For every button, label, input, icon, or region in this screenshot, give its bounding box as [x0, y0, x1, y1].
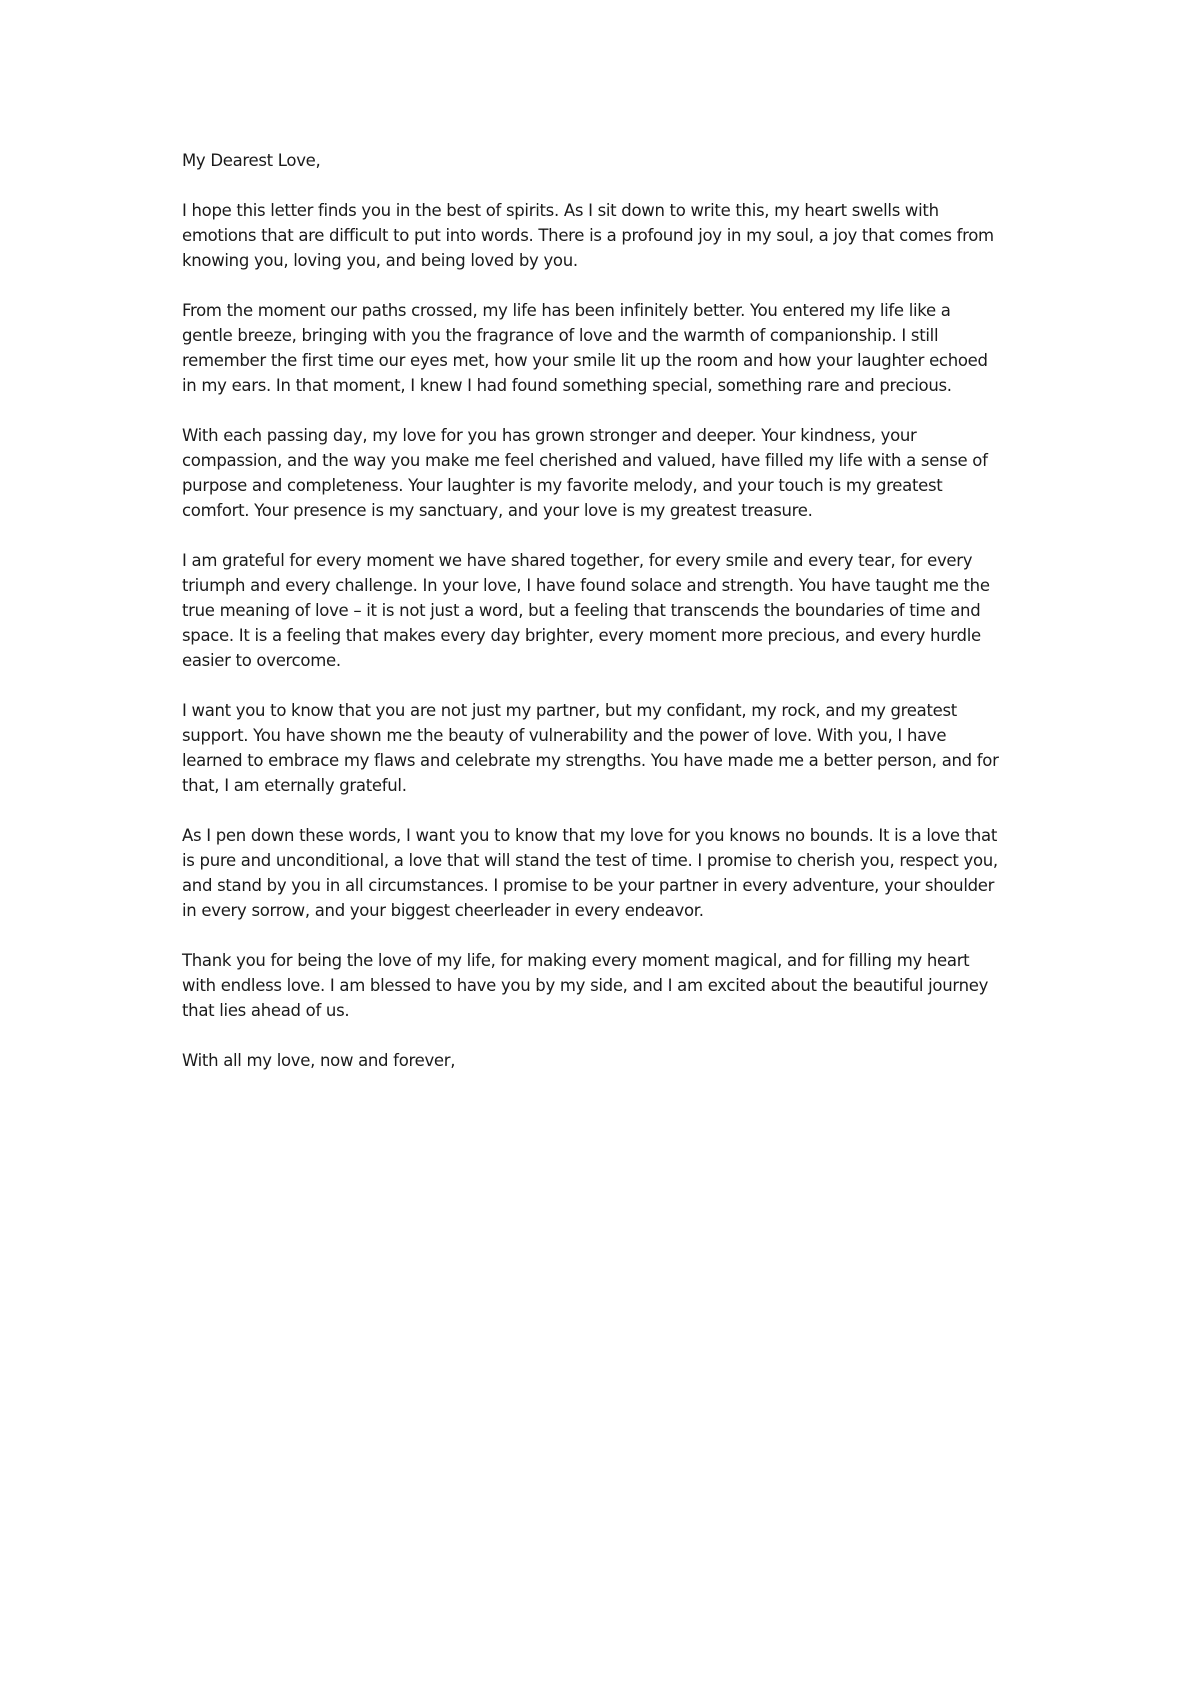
paragraph-line: and stand by you in all circumstances. I promise to be your partner in every adventure, your shoulder [182, 876, 995, 895]
paragraph-line: support. You have shown me the beauty of vulnerability and the power of love. With you, I have [182, 726, 947, 745]
letter-salutation: My Dearest Love, [182, 151, 321, 170]
letter-paragraph-7 [182, 948, 1022, 1023]
paragraph-line: with endless love. I am blessed to have you by my side, and I am excited about the beautiful journey [182, 976, 989, 995]
paragraph-line: As I pen down these words, I want you to know that my love for you knows no bounds. It is a love that [182, 826, 998, 845]
paragraph-line: is pure and unconditional, a love that will stand the test of time. I promise to cherish you, respect you, [182, 851, 998, 870]
paragraph-line: I want you to know that you are not just my partner, but my confidant, my rock, and my greatest [182, 701, 957, 720]
paragraph-line: triumph and every challenge. In your love, I have found solace and strength. You have taught me the [182, 576, 990, 595]
paragraph-line: in my ears. In that moment, I knew I had found something special, something rare and precious. [182, 376, 952, 395]
letter-paragraph-6 [182, 823, 1022, 923]
paragraph-line: gentle breeze, bringing with you the fragrance of love and the warmth of companionship. I still [182, 326, 939, 345]
paragraph-line: in every sorrow, and your biggest cheerleader in every endeavor. [182, 901, 704, 920]
letter-paragraph-3 [182, 423, 1022, 523]
paragraph-line: I am grateful for every moment we have shared together, for every smile and every tear, for every [182, 551, 973, 570]
paragraph-line: that lies ahead of us. [182, 1001, 350, 1020]
paragraph-line: With each passing day, my love for you has grown stronger and deeper. Your kindness, your [182, 426, 917, 445]
letter-closing: With all my love, now and forever, [182, 1051, 456, 1070]
letter-paragraph-2 [182, 298, 1022, 398]
paragraph-line: compassion, and the way you make me feel cherished and valued, have filled my life with a sense of [182, 451, 988, 470]
paragraph-line: easier to overcome. [182, 651, 341, 670]
paragraph-line: From the moment our paths crossed, my life has been infinitely better. You entered my life like a [182, 301, 951, 320]
letter-paragraph-1 [182, 198, 1022, 273]
letter-body [182, 148, 1022, 1098]
paragraph-line: emotions that are difficult to put into words. There is a profound joy in my soul, a joy that comes from [182, 226, 994, 245]
paragraph-line: true meaning of love – it is not just a word, but a feeling that transcends the boundaries of time and [182, 601, 981, 620]
letter-paragraph-4 [182, 548, 1022, 673]
paragraph-line: learned to embrace my flaws and celebrate my strengths. You have made me a better person, and for [182, 751, 999, 770]
paragraph-line: knowing you, loving you, and being loved by you. [182, 251, 578, 270]
paragraph-line: purpose and completeness. Your laughter is my favorite melody, and your touch is my greatest [182, 476, 943, 495]
paragraph-line: that, I am eternally grateful. [182, 776, 407, 795]
paragraph-line: comfort. Your presence is my sanctuary, and your love is my greatest treasure. [182, 501, 813, 520]
paragraph-line: Thank you for being the love of my life, for making every moment magical, and for filling my heart [182, 951, 970, 970]
paragraph-line: I hope this letter finds you in the best of spirits. As I sit down to write this, my heart swells with [182, 201, 939, 220]
paragraph-line: remember the first time our eyes met, how your smile lit up the room and how your laughter echoed [182, 351, 988, 370]
paragraph-line: space. It is a feeling that makes every day brighter, every moment more precious, and every hurdle [182, 626, 981, 645]
letter-paragraph-5 [182, 698, 1022, 798]
